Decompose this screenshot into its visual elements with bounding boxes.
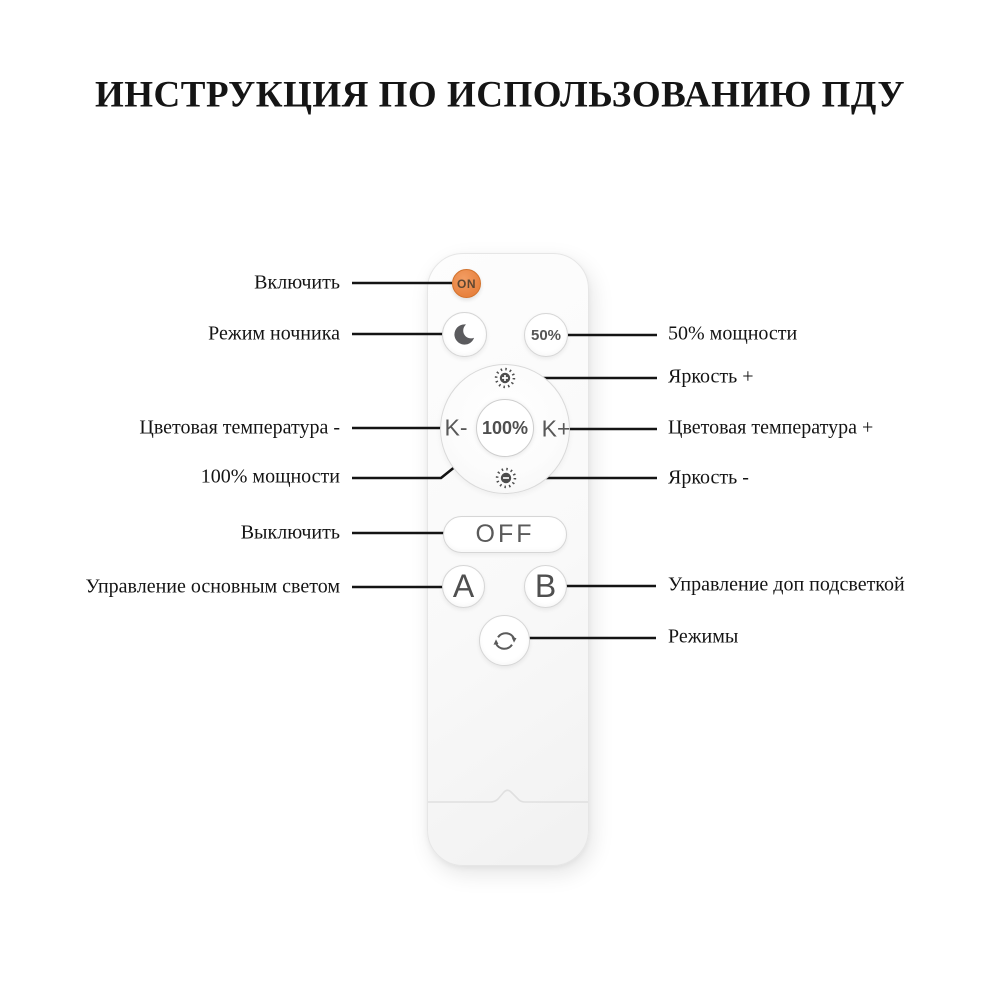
crescent-moon-icon — [448, 318, 481, 351]
half-power-label: 50% — [530, 326, 562, 344]
full-power-label: 100% — [481, 417, 529, 438]
aux-light-label: B — [534, 568, 557, 604]
sun-minus-icon — [493, 465, 519, 491]
annotation-modes: Режимы — [668, 625, 739, 648]
annotation-color-temp-minus: Цветовая температура - — [139, 416, 340, 439]
power-on-label: ON — [457, 276, 476, 291]
annotation-power-off: Выключить — [240, 521, 340, 544]
full-power-button — [476, 399, 534, 457]
brightness-up-button — [492, 365, 518, 391]
annotation-aux-light: Управление доп подсветкой — [668, 573, 905, 596]
power-off-label: OFF — [475, 520, 535, 548]
cycle-arrows-icon — [489, 625, 521, 657]
aux-light-button — [524, 565, 567, 608]
power-off-button — [443, 516, 567, 553]
half-power-button — [524, 313, 568, 357]
annotation-full-power: 100% мощности — [200, 465, 340, 488]
annotation-brightness-up: Яркость + — [668, 365, 754, 388]
night-mode-button — [442, 312, 487, 357]
main-light-label: A — [452, 568, 475, 604]
modes-button — [479, 615, 530, 666]
color-temp-plus-button: K+ — [541, 415, 571, 442]
power-on-button — [452, 269, 481, 298]
annotation-color-temp-plus: Цветовая температура + — [668, 416, 874, 439]
sun-plus-icon — [492, 365, 518, 391]
brightness-down-button — [493, 465, 519, 491]
annotation-power-on: Включить — [254, 271, 340, 294]
annotation-main-light: Управление основным светом — [85, 575, 340, 598]
annotation-night-mode: Режим ночника — [208, 322, 340, 345]
page-title: ИНСТРУКЦИЯ ПО ИСПОЛЬЗОВАНИЮ ПДУ — [95, 74, 905, 116]
color-temp-minus-button: K- — [444, 414, 468, 441]
annotation-half-power: 50% мощности — [668, 322, 798, 345]
main-light-button — [442, 565, 485, 608]
annotation-brightness-down: Яркость - — [668, 466, 749, 489]
